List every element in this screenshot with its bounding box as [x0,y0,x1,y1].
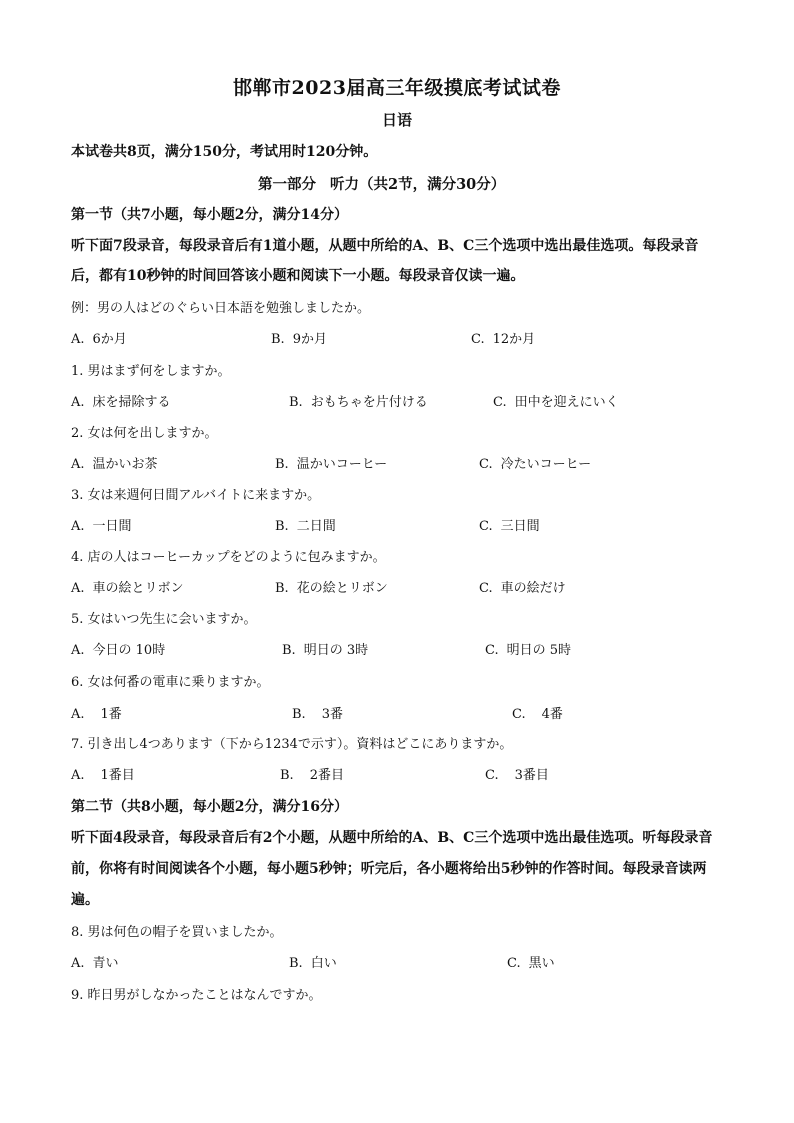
section2-heading: 第二节（共8小题，每小题2分，满分16分） [71,799,348,815]
q5-option-c: C. 明日の 5時 [485,643,572,658]
example-option-a: A. 6か月 [71,332,127,347]
example-question: 例：男の人はどのぐらい日本語を勉強しましたか。 [71,301,371,316]
q2-option-b: B. 温かいコーヒー [275,457,388,472]
section2-instruction-line2: 前，你将有时间阅读各个小题，每小题5秒钟；听完后，各小题将给出5秒钟的作答时间。每段录音读两 [71,861,707,877]
q6-option-a: A. 1番 [71,707,122,722]
q4-option-a: A. 車の絵とリボン [71,581,184,596]
q1-option-c: C. 田中を迎えにいく [493,395,619,410]
q5-option-a: A. 今日の 10時 [71,643,166,658]
example-option-b: B. 9か月 [271,332,327,347]
q4-option-b: B. 花の絵とリボン [275,581,388,596]
question-5: 5. 女はいつ先生に会いますか。 [71,612,257,627]
section1-heading: 第一节（共7小题，每小题2分，满分14分） [71,207,348,223]
question-1: 1. 男はまず何をしますか。 [71,364,231,379]
q8-option-a: A. 青い [71,956,119,971]
question-6: 6. 女は何番の電車に乗りますか。 [71,675,270,690]
part1-title: 第一部分 [258,176,316,193]
question-2: 2. 女は何を出しますか。 [71,426,218,441]
q8-option-c: C. 黒い [507,956,555,971]
part1-detail: 听力（共2节，满分30分） [330,176,506,193]
question-9: 9. 昨日男がしなかったことはなんですか。 [71,988,322,1003]
q1-option-b: B. おもちゃを片付ける [289,395,428,410]
q6-option-c: C. 4番 [512,707,563,722]
question-7: 7. 引き出し4つあります（下から1234で示す）。資料はどこにありますか。 [71,737,513,752]
question-3: 3. 女は来週何日間アルバイトに来ますか。 [71,488,321,503]
q3-option-b: B. 二日間 [275,519,336,534]
q2-option-c: C. 冷たいコーヒー [479,457,592,472]
section2-instruction-line3: 遍。 [71,892,99,908]
exam-subject: 日语 [381,111,412,129]
section2-instruction-line1: 听下面4段录音，每段录音后有2个小题，从题中所给的A、B、C三个选项中选出最佳选项。听每段录音 [71,830,713,846]
question-4: 4. 店の人はコーヒーカップをどのように包みますか。 [71,550,386,565]
q1-option-a: A. 床を掃除する [71,395,171,410]
section1-instruction-line2: 后，都有10秒钟的时间回答该小题和阅读下一小题。每段录音仅读一遍。 [71,268,525,284]
question-8: 8. 男は何色の帽子を買いましたか。 [71,925,283,940]
exam-title: 邯郸市2023届高三年级摸底考试试卷 [233,77,561,99]
q2-option-a: A. 温かいお茶 [71,457,158,472]
q3-option-a: A. 一日間 [71,519,132,534]
exam-info: 本试卷共8页，满分150分，考试用时120分钟。 [71,144,378,160]
q7-option-b: B. 2番目 [280,768,344,783]
q7-option-c: C. 3番目 [485,768,549,783]
part1-heading [258,173,505,194]
q3-option-c: C. 三日間 [479,519,540,534]
example-option-c: C. 12か月 [471,332,536,347]
section1-instruction-line1: 听下面7段录音，每段录音后有1道小题，从题中所给的A、B、C三个选项中选出最佳选项。每段录音 [71,238,699,254]
q8-option-b: B. 白い [289,956,337,971]
q5-option-b: B. 明日の 3時 [282,643,369,658]
q6-option-b: B. 3番 [292,707,343,722]
q4-option-c: C. 車の絵だけ [479,581,566,596]
q7-option-a: A. 1番目 [71,768,135,783]
